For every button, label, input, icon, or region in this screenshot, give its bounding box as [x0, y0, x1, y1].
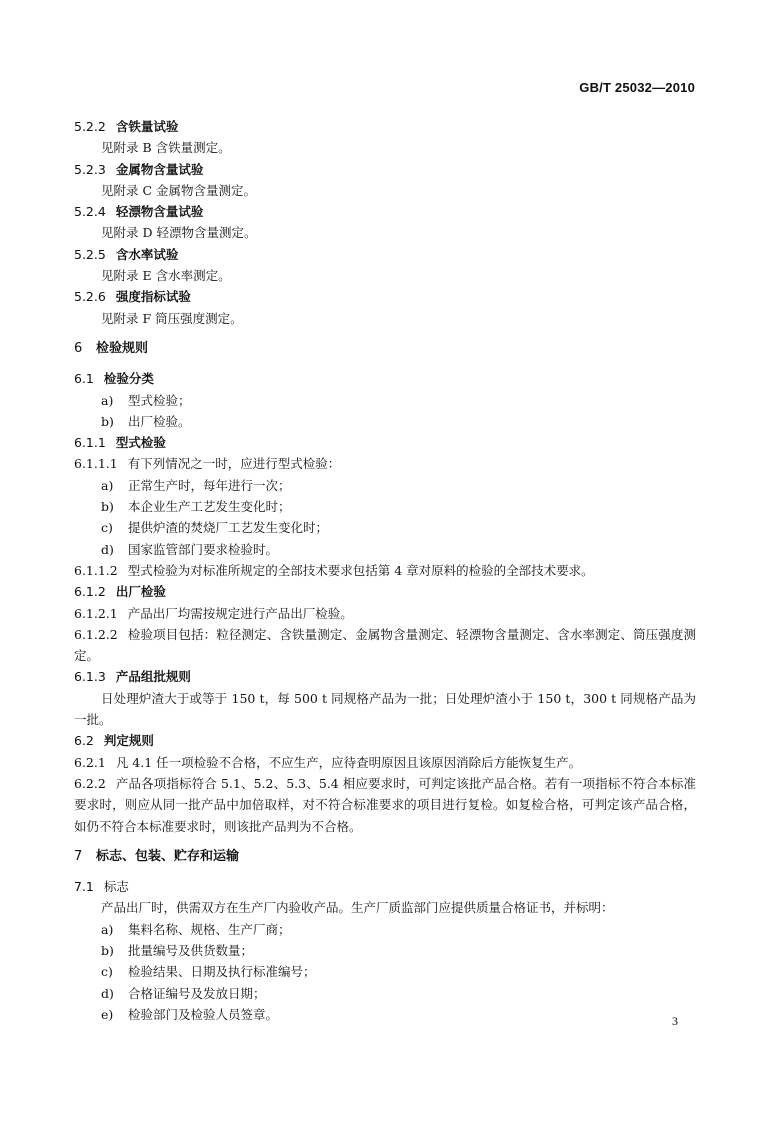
- heading-6-1-3: [74, 666, 696, 687]
- heading-5-2-3: [74, 159, 696, 180]
- paragraph-7-1: 产品出厂时，供需双方在生产厂内验收产品。生产厂质监部门应提供质量合格证书，并标明：: [101, 900, 614, 916]
- clause-number: 6.1.1.1: [74, 456, 118, 472]
- clause-text: 型式检验为对标准所规定的全部技术要求包括第 4 章对原料的检验的全部技术要求。: [127, 562, 594, 578]
- chapter-title: 标志、包装、贮存和运输: [96, 848, 240, 864]
- section-title: 检验分类: [103, 371, 154, 387]
- chapter-number: 7: [74, 848, 83, 864]
- heading-6-1-1: [74, 432, 696, 453]
- section-number: 5.2.5: [74, 246, 106, 262]
- list-text: 检验部门及检验人员签章。: [128, 1006, 279, 1022]
- list-text: 型式检验；: [128, 392, 191, 408]
- list-label: a): [101, 921, 114, 937]
- clause-text: 有下列情况之一时，应进行型式检验：: [127, 456, 341, 472]
- list-item: [74, 411, 696, 432]
- section-title: 强度指标试验: [115, 289, 191, 305]
- clause-text: 产品各项指标符合 5.1、5.2、5.3、5.4 相应要求时，可判定该批产品合格。若有一项指标不符合本标准要求时，则应从同一批产品中加倍取样，对不符合标准要求的项目进行复检。如复检合格，可判定该产品合格，如仍不符合本标准要求时，则该批产品判为不合格。: [74, 775, 696, 834]
- heading-6-1-2: [74, 581, 696, 602]
- section-number: 7.1: [74, 879, 94, 895]
- list-text: 批量编号及供货数量；: [128, 942, 254, 958]
- section-title: 判定规则: [103, 733, 154, 749]
- list-text: 国家监管部门要求检验时。: [128, 541, 279, 557]
- heading-5-2-6: [74, 286, 696, 307]
- list-label: e): [101, 1006, 114, 1022]
- heading-5-2-4: [74, 201, 696, 222]
- paragraph-5-2-2: 见附录 B 含铁量测定。: [101, 140, 231, 156]
- paragraph-6-1-3: 日处理炉渣大于或等于 150 t，每 500 t 同规格产品为一批；日处理炉渣小于 150 t，300 t 同规格产品为一批。: [74, 690, 696, 728]
- paragraph-5-2-5: 见附录 E 含水率测定。: [101, 268, 231, 284]
- section-title: 含水率试验: [115, 246, 179, 262]
- list-text: 提供炉渣的焚烧厂工艺发生变化时；: [128, 520, 329, 536]
- list-label: d): [101, 985, 114, 1001]
- section-number: 6.1.1: [74, 435, 106, 451]
- section-title: 轻漂物含量试验: [115, 204, 204, 220]
- list-item: [74, 940, 696, 961]
- list-text: 检验结果、日期及执行标准编号；: [128, 964, 316, 980]
- chapter-number: 6: [74, 340, 83, 356]
- list-item: [74, 1004, 696, 1025]
- list-item: [74, 390, 696, 411]
- list-text: 集料名称、规格、生产厂商；: [128, 921, 291, 937]
- clause-number: 6.1.1.2: [74, 562, 118, 578]
- clause-number: 6.1.2.2: [74, 626, 118, 642]
- heading-7-1: [74, 876, 696, 897]
- list-item: [74, 919, 696, 940]
- list-label: b): [101, 499, 114, 515]
- list-text: 合格证编号及发放日期；: [128, 985, 266, 1001]
- clause-6-2-1: [74, 752, 696, 773]
- heading-5-2-2: [74, 116, 696, 137]
- heading-6-1: [74, 368, 696, 389]
- heading-5-2-5: [74, 244, 696, 265]
- heading-6-2: [74, 730, 696, 751]
- section-number: 5.2.6: [74, 289, 106, 305]
- clause-6-1-1-1: [74, 453, 696, 474]
- list-label: b): [101, 942, 114, 958]
- list-label: a): [101, 392, 114, 408]
- list-text: 出厂检验。: [128, 413, 191, 429]
- clause-text: 产品出厂均需按规定进行产品出厂检验。: [127, 605, 353, 621]
- list-item: [74, 961, 696, 982]
- list-label: c): [101, 964, 113, 980]
- paragraph-5-2-4: 见附录 D 轻漂物含量测定。: [101, 225, 257, 241]
- section-title: 型式检验: [115, 435, 166, 451]
- clause-number: 6.2.1: [74, 754, 106, 770]
- paragraph-5-2-3: 见附录 C 金属物含量测定。: [101, 182, 257, 198]
- chapter-7-heading: [74, 846, 696, 867]
- list-item: [74, 539, 696, 560]
- list-label: d): [101, 541, 114, 557]
- section-number: 6.1.3: [74, 669, 106, 685]
- section-number: 6.2: [74, 733, 94, 749]
- section-number: 5.2.4: [74, 204, 106, 220]
- document-body: [74, 116, 696, 1025]
- paragraph-5-2-6: 见附录 F 筒压强度测定。: [101, 310, 243, 326]
- section-number: 5.2.3: [74, 161, 106, 177]
- section-number: 6.1: [74, 371, 94, 387]
- list-item: [74, 475, 696, 496]
- clause-text: 检验项目包括：粒径测定、含铁量测定、金属物含量测定、轻漂物含量测定、含水率测定、筒压强度测定。: [74, 626, 696, 664]
- chapter-title: 检验规则: [96, 340, 149, 356]
- section-title: 金属物含量试验: [115, 161, 204, 177]
- list-item: [74, 983, 696, 1004]
- list-item: [74, 496, 696, 517]
- section-number: 6.1.2: [74, 584, 106, 600]
- list-text: 本企业生产工艺发生变化时；: [128, 499, 291, 515]
- section-title: 出厂检验: [115, 584, 166, 600]
- list-label: a): [101, 477, 114, 493]
- standard-code: GB/T 25032—2010: [579, 80, 695, 95]
- clause-6-2-2: [74, 773, 696, 837]
- list-text: 正常生产时，每年进行一次；: [128, 477, 291, 493]
- section-number: 5.2.2: [74, 119, 106, 134]
- clause-6-1-2-1: [74, 603, 696, 624]
- page-number: 3: [672, 1014, 678, 1028]
- list-item: [74, 517, 696, 538]
- clause-number: 6.1.2.1: [74, 605, 118, 621]
- clause-6-1-1-2: [74, 560, 696, 581]
- section-title: 产品组批规则: [115, 669, 191, 685]
- list-label: c): [101, 520, 113, 536]
- list-label: b): [101, 413, 114, 429]
- clause-6-1-2-2: [74, 624, 696, 667]
- chapter-6-heading: [74, 338, 696, 359]
- clause-text: 凡 4.1 任一项检验不合格，不应生产，应待查明原因且该原因消除后方能恢复生产。: [115, 754, 582, 770]
- section-title: 标志: [103, 879, 129, 895]
- section-title: 含铁量试验: [115, 119, 179, 134]
- clause-number: 6.2.2: [74, 775, 106, 791]
